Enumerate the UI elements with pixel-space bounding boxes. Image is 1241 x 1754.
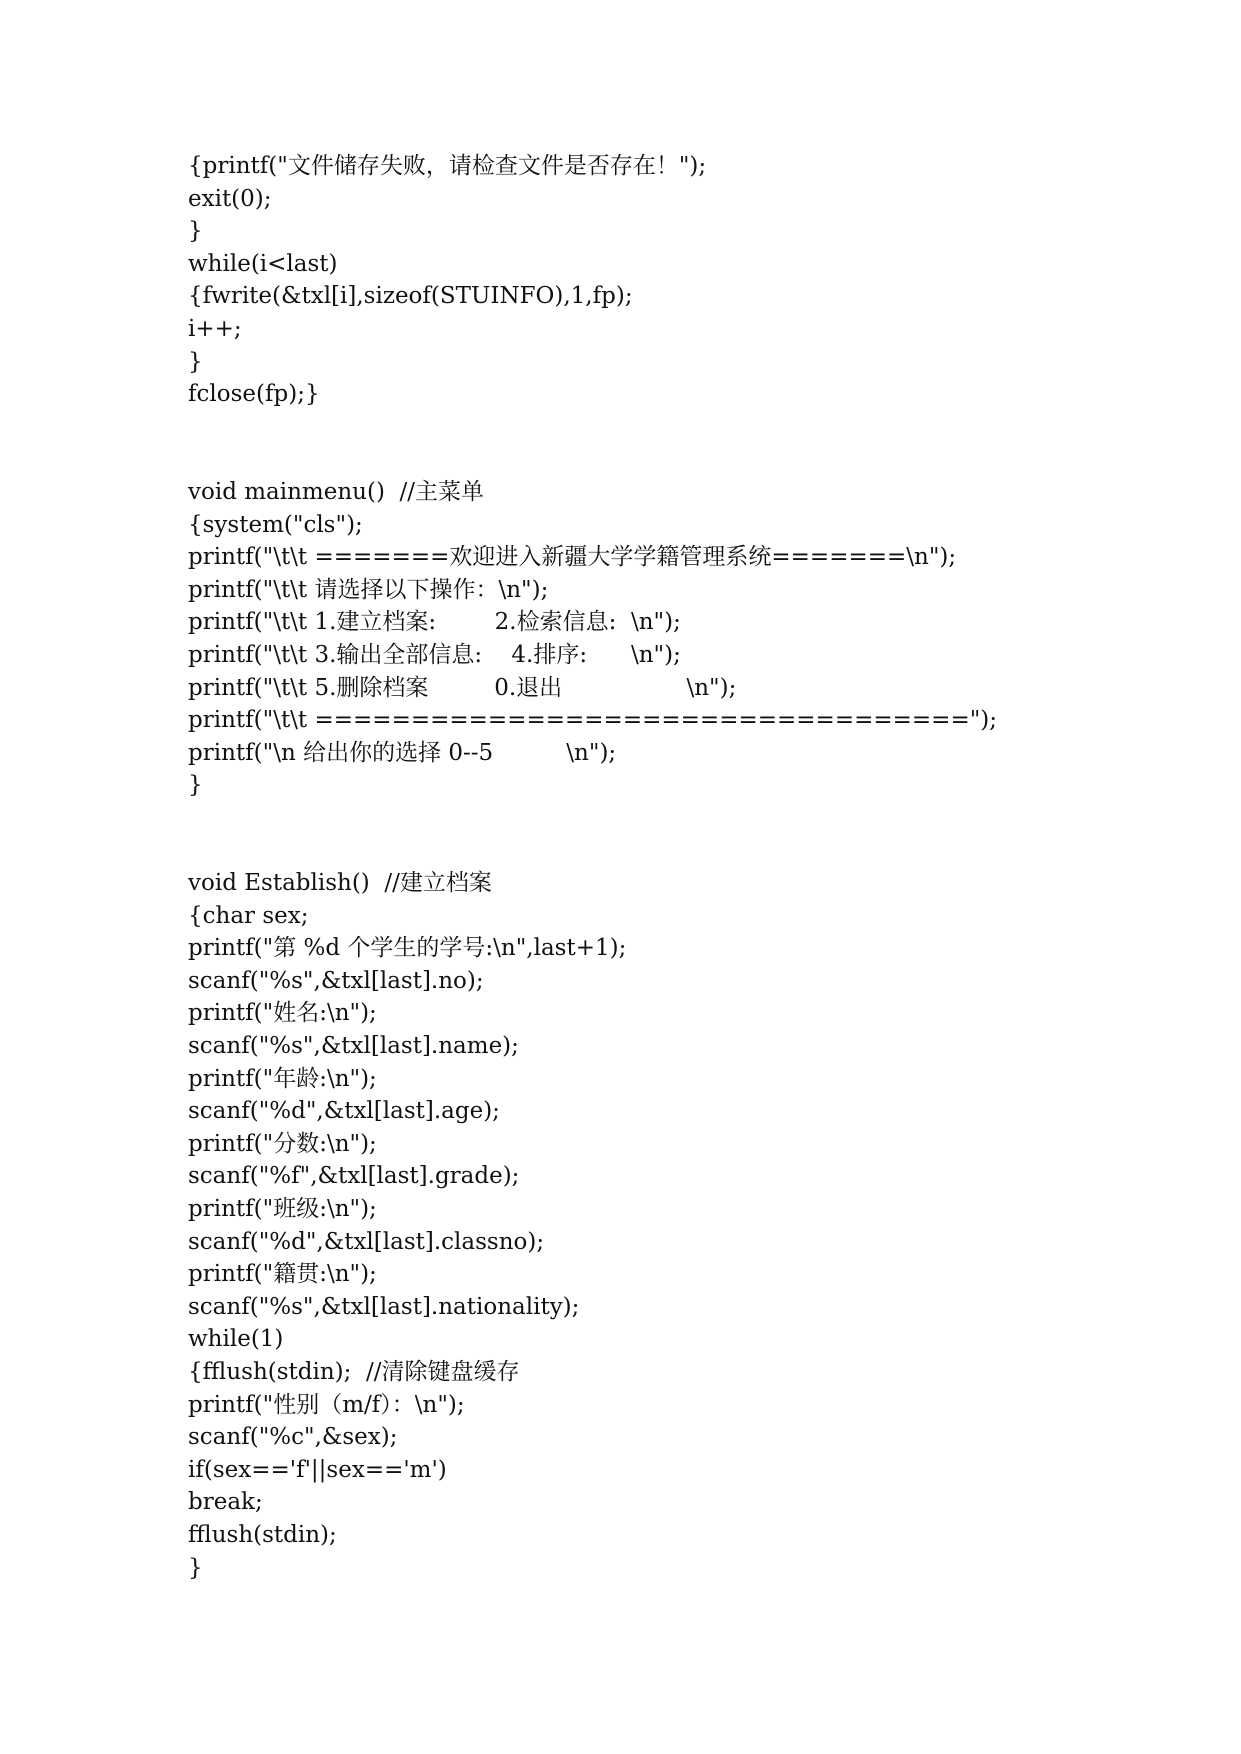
- code-line: break;: [188, 1489, 263, 1516]
- code-line: }: [188, 348, 203, 375]
- code-line: fflush(stdin);: [188, 1521, 337, 1548]
- code-line: scanf("%d",&txl[last].age);: [188, 1098, 500, 1125]
- code-line: printf("性别（m/f）：\n");: [188, 1391, 465, 1418]
- code-line: scanf("%s",&txl[last].no);: [188, 967, 484, 994]
- code-line: [188, 411, 1188, 444]
- code-line: scanf("%s",&txl[last].nationality);: [188, 1293, 580, 1320]
- code-line: printf("\t\t 5.删除档案 0.退出 \n");: [188, 674, 737, 701]
- code-line: printf("姓名:\n");: [188, 1000, 377, 1027]
- code-line: printf("第 %d 个学生的学号:\n",last+1);: [188, 935, 627, 962]
- code-line: void mainmenu() //主菜单: [188, 478, 485, 505]
- code-line: {fwrite(&txl[i],sizeof(STUINFO),1,fp);: [188, 283, 633, 310]
- code-line: [188, 802, 1188, 835]
- code-line: printf("\t\t =======欢迎进入新疆大学学籍管理系统=======\n");: [188, 544, 957, 571]
- code-block: [188, 150, 1188, 1584]
- code-line: }: [188, 1554, 203, 1581]
- code-line: printf("班级:\n");: [188, 1196, 377, 1222]
- code-line: {char sex;: [188, 902, 309, 929]
- code-line: if(sex=='f'||sex=='m'): [188, 1456, 447, 1483]
- code-line: while(i<last): [188, 250, 338, 277]
- code-line: {fflush(stdin); //清除键盘缓存: [188, 1358, 520, 1385]
- code-line: [188, 443, 1188, 476]
- code-line: printf("\t\t 3.输出全部信息: 4.排序: \n");: [188, 641, 681, 668]
- code-line: [188, 834, 1188, 867]
- code-line: printf("\t\t 1.建立档案: 2.检索信息: \n");: [188, 609, 681, 636]
- code-line: {printf("文件储存失败，请检查文件是否存在！");: [188, 153, 707, 179]
- code-line: void Establish() //建立档案: [188, 870, 492, 897]
- code-line: printf("籍贯:\n");: [188, 1261, 377, 1288]
- code-line: {system("cls");: [188, 511, 363, 538]
- code-line: printf("\n 给出你的选择 0--5 \n");: [188, 739, 617, 766]
- code-line: scanf("%s",&txl[last].name);: [188, 1033, 519, 1060]
- code-line: }: [188, 218, 203, 245]
- code-line: }: [188, 772, 203, 799]
- code-line: scanf("%c",&sex);: [188, 1424, 398, 1451]
- code-line: printf("\t\t 请选择以下操作：\n");: [188, 576, 549, 603]
- code-line: fclose(fp);}: [188, 381, 320, 408]
- code-line: printf("年龄:\n");: [188, 1065, 377, 1092]
- code-line: scanf("%d",&txl[last].classno);: [188, 1228, 545, 1255]
- code-line: printf("\t\t ==================================");: [188, 707, 998, 734]
- code-line: i++;: [188, 315, 242, 342]
- code-line: while(1): [188, 1326, 284, 1353]
- code-line: scanf("%f",&txl[last].grade);: [188, 1163, 520, 1190]
- code-line: exit(0);: [188, 185, 272, 212]
- code-line: printf("分数:\n");: [188, 1130, 377, 1157]
